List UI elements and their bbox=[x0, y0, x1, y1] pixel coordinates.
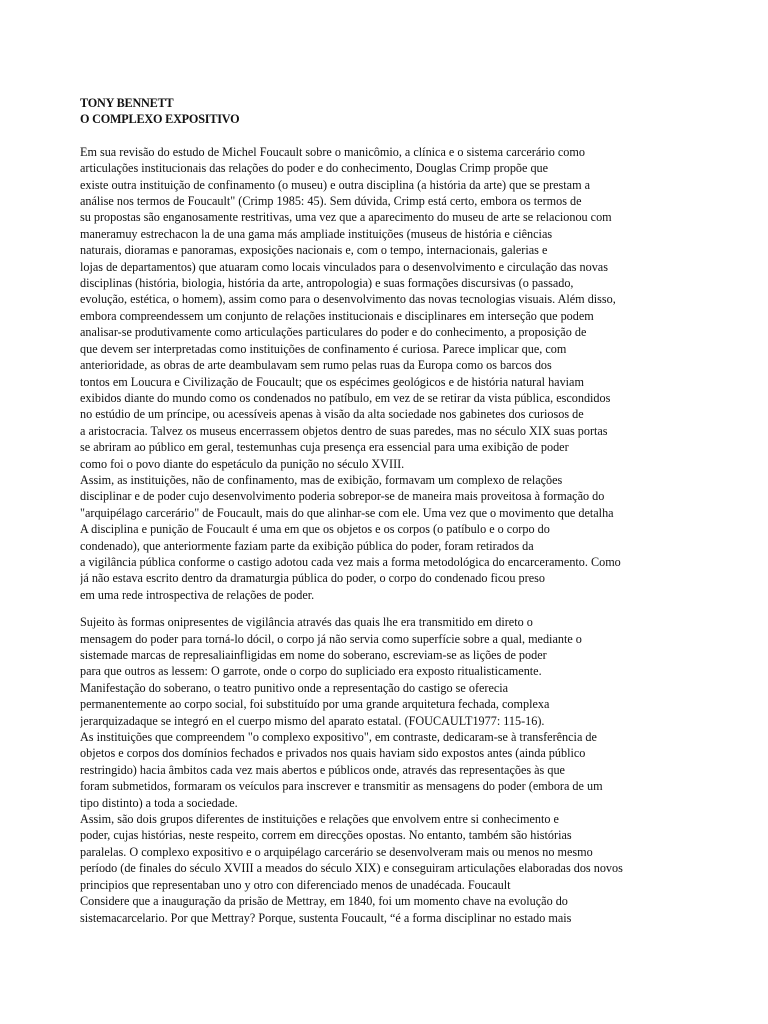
text-line: poder, cujas histórias, neste respeito, correm em direcções opostas. No entanto, também são histórias bbox=[80, 828, 572, 843]
text-line: para que outros as lessem: O garrote, onde o corpo do supliciado era exposto ritualisticamente. bbox=[80, 664, 542, 679]
text-line: Assim, são dois grupos diferentes de instituições e relações que envolvem entre si conhecimento e bbox=[80, 812, 559, 827]
text-line: Sujeito às formas onipresentes de vigilância através das quais lhe era transmitido em direto o bbox=[80, 615, 533, 630]
text-line: mensagem do poder para torná-lo dócil, o corpo já não servia como superfície sobre a qual, mediante o bbox=[80, 631, 582, 646]
text-line: articulações institucionais das relações do poder e do conhecimento, Douglas Crimp propõe que bbox=[80, 161, 549, 176]
block-spacer bbox=[80, 603, 695, 614]
text-line: exibidos diante do mundo como os condenados no patíbulo, em vez de se retirar da vista pública, escondidos bbox=[80, 390, 611, 405]
text-line: tipo distinto) a toda a sociedade. bbox=[80, 795, 238, 810]
text-line: disciplinas (história, biologia, história da arte, antropologia) e suas formações discursivas (o passado, bbox=[80, 276, 574, 291]
text-line: Assim, as instituições, não de confinamento, mas de exibição, formavam um complexo de relações bbox=[80, 472, 563, 487]
text-line: foram submetidos, formaram os veículos para inscrever e transmitir as mensagens do poder (embora de um bbox=[80, 779, 603, 794]
text-line: já não estava escrito dentro da dramaturgia pública do poder, o corpo do condenado ficou preso bbox=[80, 571, 545, 586]
text-line: sistemade marcas de represaliainfligidas em nome do soberano, escreviam-se as lições de poder bbox=[80, 648, 547, 662]
text-line: período (de finales do século XVIII a meados do século XIX) e conseguiram articulações elaboradas dos novos bbox=[80, 861, 623, 876]
text-line: objetos e corpos dos domínios fechados e privados nos quais haviam sido expostos antes (ainda público bbox=[80, 746, 586, 761]
text-line: embora compreendessem um conjunto de relações institucionais e disciplinares em interseção que podem bbox=[80, 308, 594, 323]
text-line: se abriram ao público em geral, testemunhas cuja presença era essencial para uma exibição de poder bbox=[80, 440, 569, 455]
text-line: paralelas. O complexo expositivo e o arquipélago carcerário se desenvolveram mais ou menos no mesmo bbox=[80, 844, 593, 859]
text-line: evolução, estética, o homem), assim como para o desenvolvimento das novas tecnologias visuais. Além disso, bbox=[80, 292, 616, 307]
text-line: restringido) hacia âmbitos cada vez mais abertos e públicos onde, através das representações às que bbox=[80, 762, 565, 777]
text-line: principios que representaban uno y otro con diferenciado menos de unadécada. Foucault bbox=[80, 877, 511, 892]
text-line: em uma rede introspectiva de relações de poder. bbox=[80, 587, 315, 602]
text-line: condenado), que anteriormente faziam parte da exibição pública do poder, foram retirados da bbox=[80, 538, 534, 553]
text-line: a aristocracia. Talvez os museus encerrassem objetos dentro de suas paredes, mas no século XIX suas portas bbox=[80, 423, 608, 438]
text-line: As instituições que compreendem "o complexo expositivo", em contraste, dedicaram-se à transferência de bbox=[80, 730, 597, 745]
text-line: sistemacarcelario. Por que Mettray? Porque, sustenta Foucault, “é a forma disciplinar no estado mais bbox=[80, 910, 572, 925]
text-line: maneramuy estrechacon la de una gama más ampliade instituições (museus de história e ciências bbox=[80, 226, 553, 241]
text-line: existe outra instituição de confinamento (o museu) e outra disciplina (a história da arte) que se prestam a bbox=[80, 177, 591, 192]
text-line: disciplinar e de poder cujo desenvolvimento poderia sobrepor-se de maneira mais proveitosa à formação do bbox=[80, 489, 605, 504]
text-line: tontos em Loucura e Civilização de Foucault; que os espécimes geológicos e de história natural haviam bbox=[80, 374, 584, 389]
text-line: no estúdio de um príncipe, ou acessíveis apenas à visão da alta sociedade nos gabinetes dos curiosos de bbox=[80, 407, 584, 422]
text-line: Manifestação do soberano, o teatro punitivo onde a representação do castigo se oferecia bbox=[80, 680, 509, 695]
heading-spacer bbox=[80, 128, 695, 144]
document-page bbox=[80, 95, 695, 926]
text-line: Em sua revisão do estudo de Michel Foucault sobre o manicômio, a clínica e o sistema carcerário como bbox=[80, 144, 585, 159]
text-line: Considere que a inauguração da prisão de Mettray, em 1840, foi um momento chave na evolução do bbox=[80, 894, 568, 909]
document-title: O COMPLEXO EXPOSITIVO bbox=[80, 112, 240, 127]
text-line: analisar-se produtivamente como articulações particulares do poder e do conhecimento, a proposição de bbox=[80, 325, 587, 340]
text-line: como foi o povo diante do espetáculo da punição no século XVIII. bbox=[80, 456, 405, 471]
text-block-2 bbox=[80, 614, 695, 926]
document-author: TONY BENNETT bbox=[80, 96, 174, 110]
text-line: jerarquizadaque se integró en el cuerpo mismo del aparato estatal. (FOUCAULT1977: 115-16). bbox=[80, 713, 545, 728]
text-line: su propostas são enganosamente restritivas, uma vez que a aparecimento do museu de arte se relacionou com bbox=[80, 210, 612, 225]
text-line: a vigilância pública conforme o castigo adotou cada vez mais a forma metodológica do encarceramento. Como bbox=[80, 554, 621, 569]
text-line: naturais, dioramas e panoramas, exposições nacionais e, com o tempo, internacionais, galerias e bbox=[80, 243, 548, 258]
text-line: que devem ser interpretadas como instituições de confinamento é curiosa. Parece implicar que, com bbox=[80, 341, 567, 356]
text-line: anterioridade, as obras de arte deambulavam sem rumo pelas ruas da Europa como os barcos dos bbox=[80, 358, 552, 373]
text-block-1 bbox=[80, 144, 695, 603]
text-line: lojas de departamentos) que atuaram como locais vinculados para o desenvolvimento e circulação das novas bbox=[80, 259, 608, 274]
text-line: A disciplina e punição de Foucault é uma em que os objetos e os corpos (o patíbulo e o corpo do bbox=[80, 522, 550, 537]
text-line: análise nos termos de Foucault" (Crimp 1985: 45). Sem dúvida, Crimp está certo, embora os termos de bbox=[80, 194, 582, 209]
text-line: permanentemente ao corpo social, foi substituído por uma grande arquitetura fechada, complexa bbox=[80, 697, 550, 712]
text-line: "arquipélago carcerário" de Foucault, mais do que alinhar-se com ele. Uma vez que o movimento que detalha bbox=[80, 505, 614, 520]
